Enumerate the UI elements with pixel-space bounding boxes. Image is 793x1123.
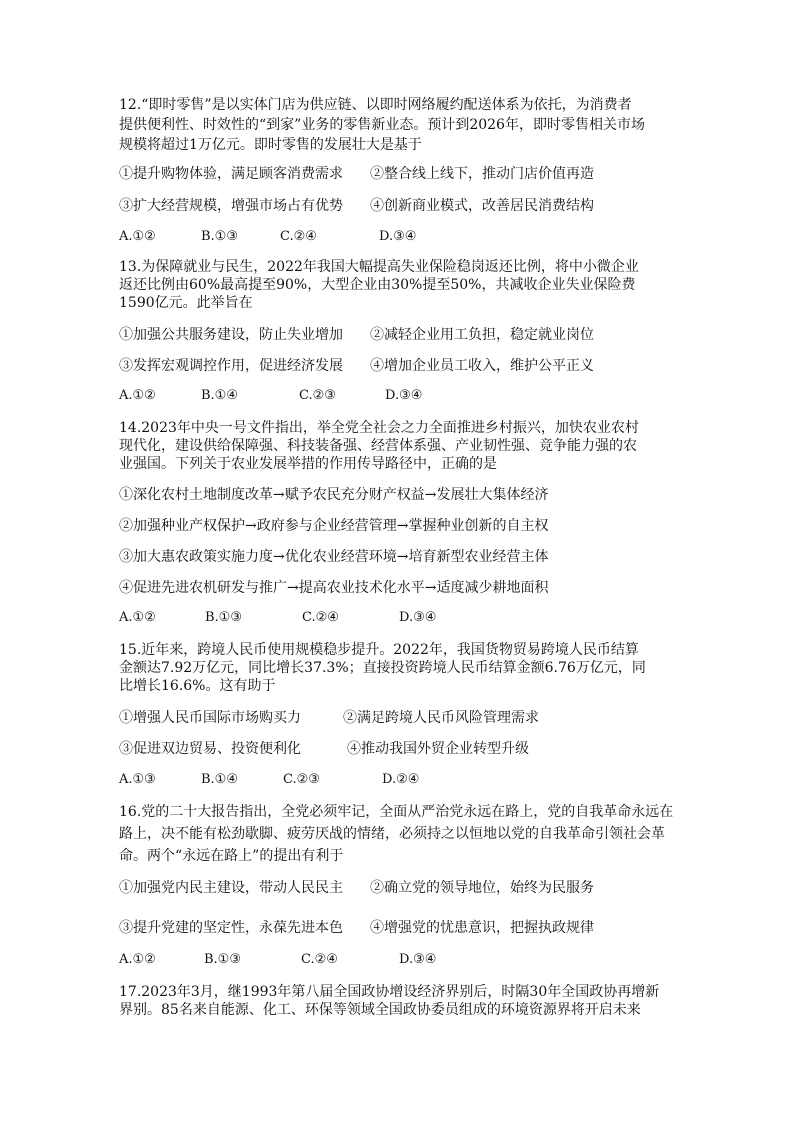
answer-d: D.③④ bbox=[379, 229, 417, 244]
question-stem-line: 比增长16.6%。这有助于 bbox=[119, 678, 276, 694]
answer-d: D.③④ bbox=[399, 610, 437, 625]
option-2: ②确立党的领导地位，始终为民服务 bbox=[370, 880, 594, 896]
option-1: ①加强党内民主建设，带动人民民主 bbox=[119, 880, 343, 896]
question-stem-line: 14.2023年中央一号文件指出，举全党全社会之力全面推进乡村振兴，加快农业农村 bbox=[119, 420, 639, 436]
option-4: ④增加企业员工收入，维护公平正义 bbox=[370, 358, 594, 374]
option-2: ②加强种业产权保护→政府参与企业经营管理→掌握种业创新的自主权 bbox=[119, 518, 549, 534]
question-stem-line: 1590亿元。此举旨在 bbox=[119, 295, 253, 311]
question-stem-line: 规模将超过1万亿元。即时零售的发展壮大是基于 bbox=[119, 137, 422, 153]
question-stem-line: 17.2023年3月，继1993年第八届全国政协增设经济界别后，时隔30年全国政协再增新 bbox=[119, 984, 660, 1000]
answer-a: A.①② bbox=[119, 952, 156, 967]
answer-c: C.②④ bbox=[302, 610, 339, 625]
question-stem-line: 界别。85名来自能源、化工、环保等领域全国政协委员组成的环境资源界将开启未来 bbox=[119, 1002, 641, 1018]
option-3: ③促进双边贸易、投资便利化 bbox=[119, 741, 301, 757]
answer-a: A.①② bbox=[119, 610, 156, 625]
option-2: ②减轻企业用工负担，稳定就业岗位 bbox=[370, 327, 594, 343]
answer-c: C.②④ bbox=[280, 229, 317, 244]
option-4: ④促进先进农机研发与推广→提高农业技术化水平→适度减少耕地面积 bbox=[119, 580, 549, 596]
option-3: ③提升党建的坚定性，永葆先进本色 bbox=[119, 920, 343, 936]
answer-b: B.①③ bbox=[204, 952, 241, 967]
option-3: ③加大惠农政策实施力度→优化农业经营环境→培育新型农业经营主体 bbox=[119, 549, 549, 565]
question-stem-line: 路上，决不能有松劲歇脚、疲劳厌战的情绪，必须持之以恒地以党的自我革命引领社会革 bbox=[119, 826, 665, 842]
answer-b: B.①③ bbox=[205, 610, 242, 625]
option-4: ④推动我国外贸企业转型升级 bbox=[347, 741, 529, 757]
option-3: ③扩大经营规模，增强市场占有优势 bbox=[119, 198, 343, 214]
answer-d: D.②④ bbox=[382, 772, 420, 787]
answer-b: B.①③ bbox=[201, 229, 238, 244]
question-stem-line: 13.为保障就业与民生，2022年我国大幅提高失业保险稳岗返还比例，将中小微企业 bbox=[119, 259, 639, 275]
option-1: ①加强公共服务建设，防止失业增加 bbox=[119, 327, 343, 343]
answer-b: B.①④ bbox=[201, 772, 238, 787]
question-stem-line: 现代化，建设供给保障强、科技装备强、经营体系强、产业韧性强、竞争能力强的农 bbox=[119, 438, 637, 454]
question-stem-line: 16.党的二十大报告指出，全党必须牢记，全面从严治党永远在路上，党的自我革命永远在 bbox=[119, 804, 674, 820]
option-1: ①提升购物体验，满足顾客消费需求 bbox=[119, 166, 343, 182]
answer-c: C.②③ bbox=[283, 772, 320, 787]
question-stem-line: 业强国。下列关于农业发展举措的作用传导路径中，正确的是 bbox=[119, 456, 497, 472]
answer-a: A.①② bbox=[119, 388, 156, 403]
answer-a: A.①③ bbox=[119, 772, 156, 787]
question-stem-line: 返还比例由60%最高提至90%，大型企业由30%提至50%，共减收企业失业保险费 bbox=[119, 277, 636, 293]
option-4: ④增强党的忧患意识，把握执政规律 bbox=[370, 920, 594, 936]
option-1: ①深化农村土地制度改革→赋予农民充分财产权益→发展壮大集体经济 bbox=[119, 487, 549, 503]
option-3: ③发挥宏观调控作用，促进经济发展 bbox=[119, 358, 343, 374]
question-stem-line: 金额达7.92万亿元，同比增长37.3%；直接投资跨境人民币结算金额6.76万亿元，同 bbox=[119, 660, 646, 676]
answer-b: B.①④ bbox=[201, 388, 238, 403]
option-2: ②整合线上线下，推动门店价值再造 bbox=[370, 166, 594, 182]
answer-d: D.③④ bbox=[399, 952, 437, 967]
answer-a: A.①② bbox=[119, 229, 156, 244]
question-stem-line: 15.近年来，跨境人民币使用规模稳步提升。2022年，我国货物贸易跨境人民币结算 bbox=[119, 642, 639, 658]
answer-c: C.②③ bbox=[299, 388, 336, 403]
option-4: ④创新商业模式，改善居民消费结构 bbox=[370, 198, 594, 214]
question-stem-line: 提供便利性、时效性的“到家”业务的零售新业态。预计到2026年，即时零售相关市场 bbox=[119, 117, 645, 133]
option-2: ②满足跨境人民币风险管理需求 bbox=[343, 710, 539, 726]
question-stem-line: 命。两个“永远在路上”的提出有利于 bbox=[119, 848, 344, 864]
option-1: ①增强人民币国际市场购买力 bbox=[119, 710, 301, 726]
answer-c: C.②④ bbox=[301, 952, 338, 967]
question-stem-line: 12.“即时零售”是以实体门店为供应链、以即时网络履约配送体系为依托，为消费者 bbox=[119, 97, 632, 113]
answer-d: D.③④ bbox=[385, 388, 423, 403]
